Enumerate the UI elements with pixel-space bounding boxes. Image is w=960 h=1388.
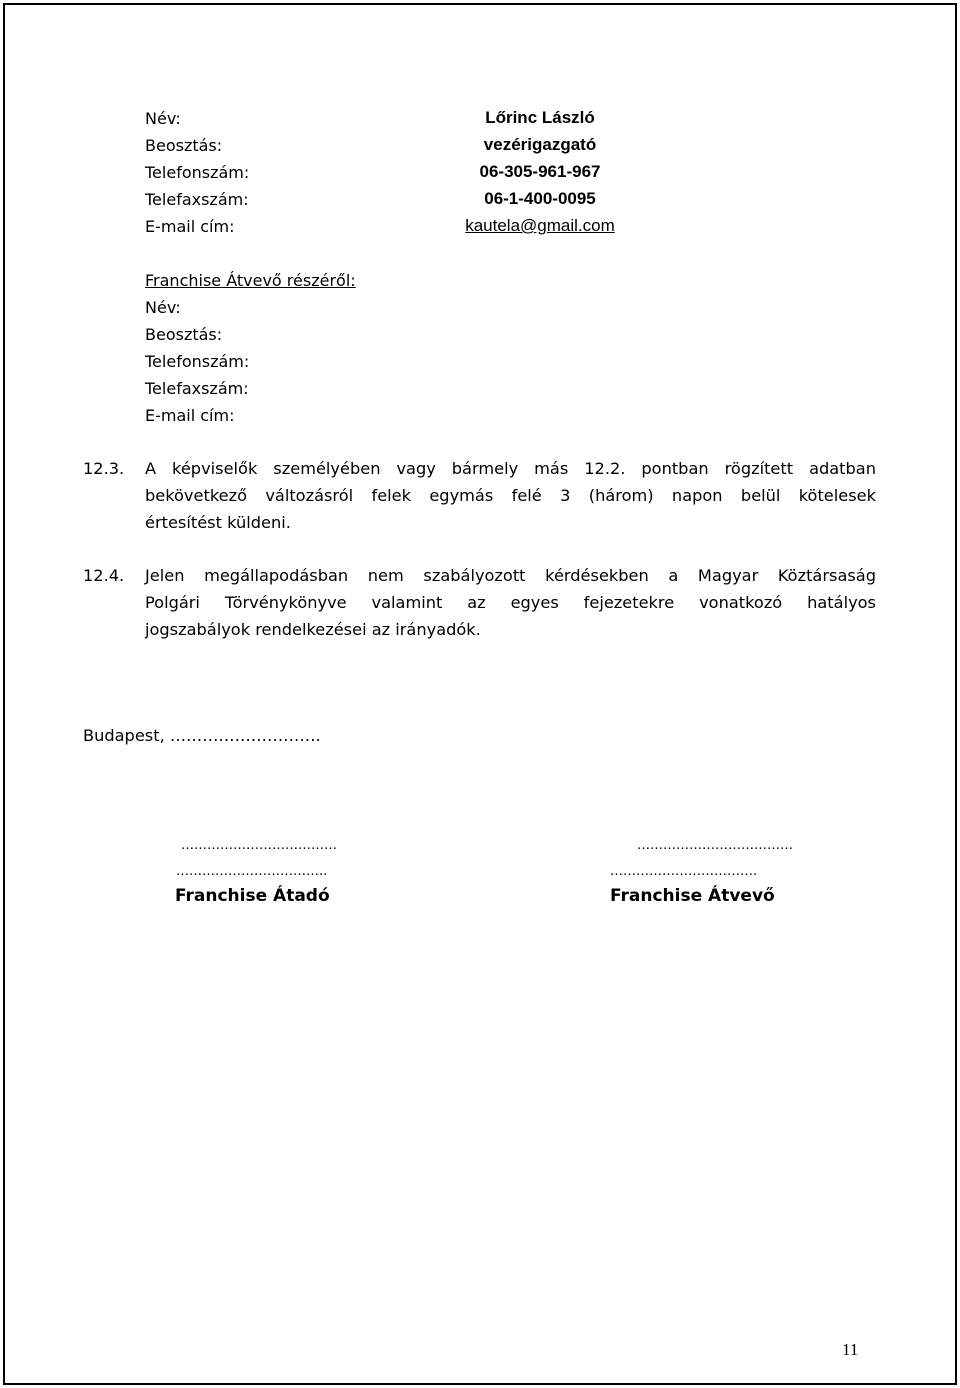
owner-fax-label: Telefaxszám:	[145, 190, 249, 209]
page-border	[3, 3, 957, 1385]
paragraph-line: bekövetkező változásról felek egymás felé 3 (három) napon belül kötelesek	[145, 486, 876, 505]
owner-phone-value: 06-305-961-967	[479, 162, 601, 181]
receiver-name-label: Név:	[145, 298, 181, 317]
signature-title-transferee: Franchise Átvevő	[610, 886, 775, 906]
signature-dots: ………………………………	[181, 838, 337, 853]
signature-title-transferor: Franchise Átadó	[175, 886, 330, 906]
owner-position-label: Beosztás:	[145, 136, 223, 155]
place-date: Budapest, ……………………….	[83, 726, 321, 745]
receiver-heading: Franchise Átvevő részéről:	[145, 271, 356, 290]
section-number: 12.3.	[83, 459, 125, 478]
paragraph-line: Polgári Törvénykönyve valamint az egyes fejezetekre vonatkozó hatályos	[145, 593, 876, 612]
owner-email-link[interactable]: kautela@gmail.com	[465, 216, 615, 235]
paragraph-line: A képviselők személyében vagy bármely más 12.2. pontban rögzített adatban	[145, 459, 876, 478]
owner-name-label: Név:	[145, 109, 181, 128]
paragraph-line: jogszabályok rendelkezései az irányadók.	[145, 620, 481, 639]
receiver-email-label: E-mail cím:	[145, 406, 235, 425]
section-paragraph	[145, 562, 876, 643]
signature-dots: ………………………………	[637, 838, 793, 853]
signature-dots: …………………………….	[610, 864, 758, 879]
owner-position-value: vezérigazgató	[483, 135, 597, 154]
page-number: 11	[842, 1340, 859, 1359]
paragraph-line: Jelen megállapodásban nem szabályozott kérdésekben a Magyar Köztársaság	[145, 566, 876, 585]
paragraph-line: értesítést küldeni.	[145, 513, 291, 532]
section-paragraph	[145, 455, 876, 536]
receiver-position-label: Beosztás:	[145, 325, 223, 344]
section-number: 12.4.	[83, 566, 125, 585]
signature-dots: ……………………………..	[176, 864, 328, 879]
receiver-phone-label: Telefonszám:	[145, 352, 250, 371]
owner-fax-value: 06-1-400-0095	[484, 189, 596, 208]
receiver-fax-label: Telefaxszám:	[145, 379, 249, 398]
owner-email-label: E-mail cím:	[145, 217, 235, 236]
owner-name-value: Lőrinc László	[485, 108, 595, 127]
owner-phone-label: Telefonszám:	[145, 163, 250, 182]
